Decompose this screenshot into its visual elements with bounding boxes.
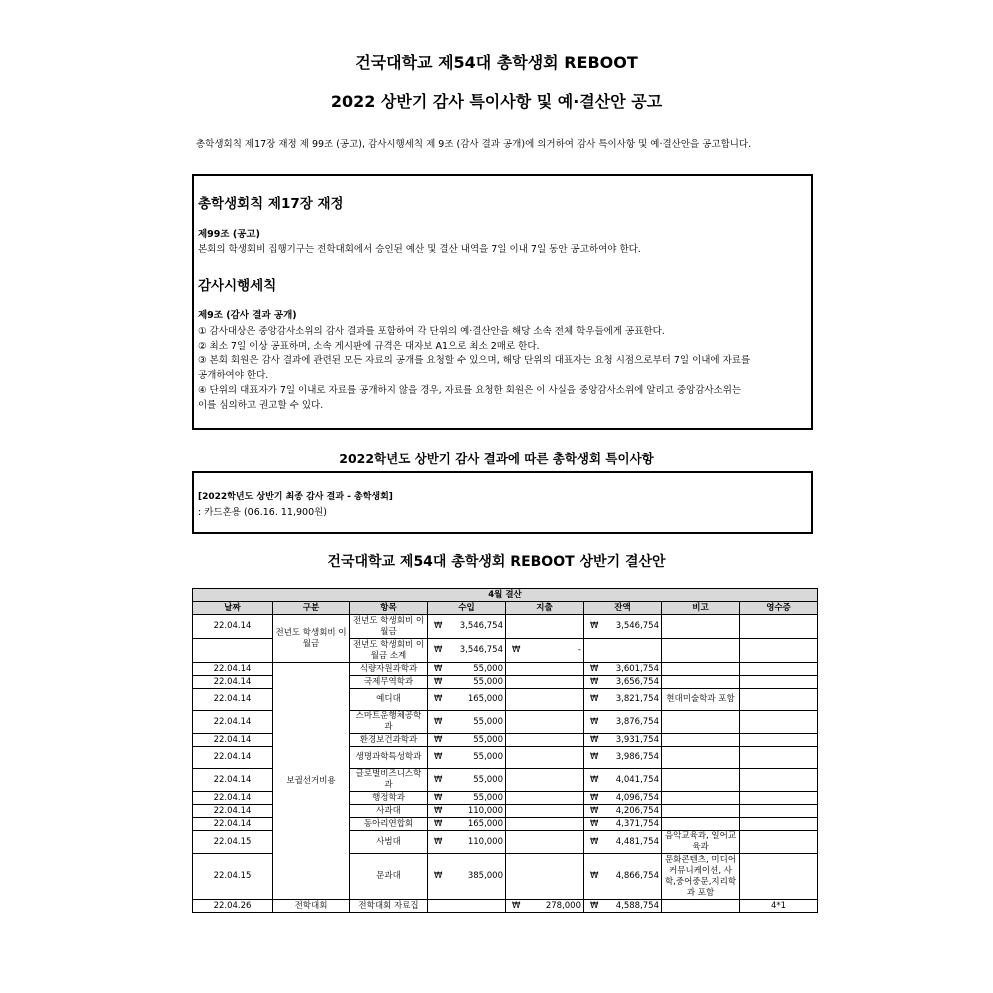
month-header: 4월 결산 <box>193 589 818 602</box>
cell-category: 전학대회 <box>273 900 350 913</box>
cell-expense <box>506 792 584 805</box>
audit-result-title: [2022학년도 상반기 최종 감사 결과 - 총학생회] <box>198 492 393 502</box>
section-title-finance: 총학생회칙 제17장 재정 <box>198 196 344 212</box>
cell-note <box>662 747 740 769</box>
cell-receipt: 4*1 <box>740 900 818 913</box>
table-row <box>193 900 818 913</box>
cell-receipt <box>740 663 818 676</box>
cell-expense <box>506 615 584 639</box>
cell-item: 국제무역학과 <box>350 676 428 689</box>
cell-expense <box>506 805 584 818</box>
cell-income: ₩ 165,000 <box>428 818 506 831</box>
cell-receipt <box>740 854 818 900</box>
cell-income: ₩ 110,000 <box>428 805 506 818</box>
cell-expense: ₩ 278,000 <box>506 900 584 913</box>
article-9-line: ① 감사대상은 중앙감사소위의 감사 결과를 포함하여 각 단위의 예·결산안을 해당 소속 전체 학우들에게 공표한다. <box>198 326 665 337</box>
article-99-title: 제99조 (공고) <box>198 229 260 240</box>
cell-income <box>428 900 506 913</box>
cell-date: 22.04.14 <box>193 805 273 818</box>
cell-balance: ₩ 4,481,754 <box>584 831 662 854</box>
cell-note: 문화콘텐츠, 미디어커뮤니케이션, 사학,중어중문,지리학과 포함 <box>662 854 740 900</box>
cell-expense <box>506 769 584 792</box>
cell-category: 보궐선거비용 <box>273 663 350 900</box>
cell-receipt <box>740 769 818 792</box>
cell-income: ₩ 165,000 <box>428 689 506 711</box>
cell-income: ₩ 3,546,754 <box>428 639 506 663</box>
article-9-line: ② 최소 7일 이상 공표하며, 소속 게시판에 규격은 대자보 A1으로 최소 2매로 한다. <box>198 341 540 352</box>
cell-receipt <box>740 689 818 711</box>
cell-item: 환경보건과학과 <box>350 734 428 747</box>
cell-balance: ₩ 3,931,754 <box>584 734 662 747</box>
cell-balance: ₩ 3,876,754 <box>584 711 662 734</box>
document-title-line2: 2022 상반기 감사 특이사항 및 예·결산안 공고 <box>330 92 663 111</box>
cell-note: 음악교육과, 일어교육과 <box>662 831 740 854</box>
cell-item: 문과대 <box>350 854 428 900</box>
cell-balance: ₩ 3,601,754 <box>584 663 662 676</box>
table-row <box>193 663 818 676</box>
cell-receipt <box>740 747 818 769</box>
rules-box <box>192 174 813 430</box>
cell-balance: ₩ 3,546,754 <box>584 615 662 639</box>
cell-income: ₩ 55,000 <box>428 747 506 769</box>
cell-date: 22.04.14 <box>193 818 273 831</box>
cell-expense <box>506 734 584 747</box>
cell-date: 22.04.14 <box>193 734 273 747</box>
cell-note <box>662 900 740 913</box>
column-header: 비고 <box>662 602 740 615</box>
cell-item: 식량자원과학과 <box>350 663 428 676</box>
cell-receipt <box>740 711 818 734</box>
audit-result-text: : 카드혼용 (06.16. 11,900원) <box>198 507 328 518</box>
audit-result-box <box>192 471 813 534</box>
cell-item: 행정학과 <box>350 792 428 805</box>
cell-income: ₩ 55,000 <box>428 711 506 734</box>
cell-expense <box>506 663 584 676</box>
cell-date: 22.04.14 <box>193 769 273 792</box>
cell-income: ₩ 110,000 <box>428 831 506 854</box>
cell-balance: ₩ 4,096,754 <box>584 792 662 805</box>
cell-receipt <box>740 792 818 805</box>
cell-receipt <box>740 734 818 747</box>
cell-expense <box>506 747 584 769</box>
cell-note <box>662 676 740 689</box>
cell-date: 22.04.14 <box>193 689 273 711</box>
cell-note <box>662 663 740 676</box>
cell-date: 22.04.26 <box>193 900 273 913</box>
cell-note <box>662 792 740 805</box>
cell-item: 생명과학특성학과 <box>350 747 428 769</box>
cell-note <box>662 615 740 639</box>
column-header: 수입 <box>428 602 506 615</box>
cell-date: 22.04.14 <box>193 663 273 676</box>
cell-balance: ₩ 4,866,754 <box>584 854 662 900</box>
cell-date <box>193 639 273 663</box>
column-header-row <box>193 602 818 615</box>
column-header: 잔액 <box>584 602 662 615</box>
audit-heading: 2022학년도 상반기 감사 결과에 따른 총학생회 특이사항 <box>339 451 654 466</box>
article-9-line: 공개하여야 한다. <box>198 370 269 381</box>
cell-expense: ₩ - <box>506 639 584 663</box>
cell-note <box>662 818 740 831</box>
cell-note: 현대미술학과 포함 <box>662 689 740 711</box>
cell-item: 전년도 학생회비 이월금 <box>350 615 428 639</box>
article-99-text: 본회의 학생회비 집행기구는 전학대회에서 승인된 예산 및 결산 내역을 7일 이내 7일 동안 공고하여야 한다. <box>198 244 641 255</box>
cell-note <box>662 639 740 663</box>
cell-item: 예디대 <box>350 689 428 711</box>
cell-expense <box>506 818 584 831</box>
cell-date: 22.04.14 <box>193 711 273 734</box>
cell-item: 스마트운행체공학과 <box>350 711 428 734</box>
column-header: 지출 <box>506 602 584 615</box>
column-header: 항목 <box>350 602 428 615</box>
column-header: 영수증 <box>740 602 818 615</box>
cell-balance: ₩ 4,206,754 <box>584 805 662 818</box>
article-9-line: ③ 본회 회원은 감사 결과에 관련된 모든 자료의 공개를 요청할 수 있으며, 해당 단위의 대표자는 요청 시점으로부터 7일 이내에 자료를 <box>198 355 751 366</box>
cell-expense <box>506 711 584 734</box>
cell-balance: ₩ 4,588,754 <box>584 900 662 913</box>
cell-note <box>662 769 740 792</box>
cell-item: 사과대 <box>350 805 428 818</box>
cell-income: ₩ 55,000 <box>428 792 506 805</box>
cell-balance <box>584 639 662 663</box>
intro-text: 총학생회칙 제17장 재정 제 99조 (공고), 감사시행세칙 제 9조 (감사 결과 공개)에 의거하여 감사 특이사항 및 예·결산안을 공고합니다. <box>196 139 752 150</box>
cell-date: 22.04.15 <box>193 854 273 900</box>
cell-category: 전년도 학생회비 이월금 <box>273 615 350 663</box>
cell-receipt <box>740 639 818 663</box>
cell-expense <box>506 831 584 854</box>
cell-expense <box>506 689 584 711</box>
cell-expense <box>506 676 584 689</box>
cell-income: ₩ 55,000 <box>428 663 506 676</box>
table-row <box>193 615 818 639</box>
cell-receipt <box>740 818 818 831</box>
settlement-heading: 건국대학교 제54대 총학생회 REBOOT 상반기 결산안 <box>327 554 666 570</box>
cell-income: ₩ 55,000 <box>428 734 506 747</box>
cell-date: 22.04.14 <box>193 792 273 805</box>
cell-balance: ₩ 3,656,754 <box>584 676 662 689</box>
cell-receipt <box>740 615 818 639</box>
cell-receipt <box>740 676 818 689</box>
cell-balance: ₩ 3,986,754 <box>584 747 662 769</box>
cell-balance: ₩ 3,821,754 <box>584 689 662 711</box>
settlement-table <box>192 588 818 913</box>
cell-item: 전년도 학생회비 이월금 소계 <box>350 639 428 663</box>
cell-item: 전학대회 자료집 <box>350 900 428 913</box>
cell-note <box>662 805 740 818</box>
cell-balance: ₩ 4,041,754 <box>584 769 662 792</box>
cell-note <box>662 711 740 734</box>
cell-note <box>662 734 740 747</box>
cell-income: ₩ 55,000 <box>428 769 506 792</box>
column-header: 날짜 <box>193 602 273 615</box>
cell-balance: ₩ 4,371,754 <box>584 818 662 831</box>
cell-income: ₩ 3,546,754 <box>428 615 506 639</box>
cell-date: 22.04.14 <box>193 747 273 769</box>
article-9-line: ④ 단위의 대표자가 7일 이내로 자료를 공개하지 않을 경우, 자료를 요청한 회원은 이 사실을 중앙감사소위에 알리고 중앙감사소위는 <box>198 385 742 396</box>
cell-item: 글로벌비즈니스학과 <box>350 769 428 792</box>
article-9-title: 제9조 (감사 결과 공개) <box>198 310 297 321</box>
article-9-line: 이를 심의하고 권고할 수 있다. <box>198 400 324 411</box>
column-header: 구분 <box>273 602 350 615</box>
cell-date: 22.04.15 <box>193 831 273 854</box>
cell-date: 22.04.14 <box>193 676 273 689</box>
cell-receipt <box>740 805 818 818</box>
cell-item: 사범대 <box>350 831 428 854</box>
document-title-line1: 건국대학교 제54대 총학생회 REBOOT <box>355 53 638 72</box>
cell-receipt <box>740 831 818 854</box>
cell-income: ₩ 385,000 <box>428 854 506 900</box>
section-title-audit-rules: 감사시행세칙 <box>198 278 277 294</box>
cell-item: 동아리연합회 <box>350 818 428 831</box>
cell-expense <box>506 854 584 900</box>
cell-income: ₩ 55,000 <box>428 676 506 689</box>
cell-date: 22.04.14 <box>193 615 273 639</box>
